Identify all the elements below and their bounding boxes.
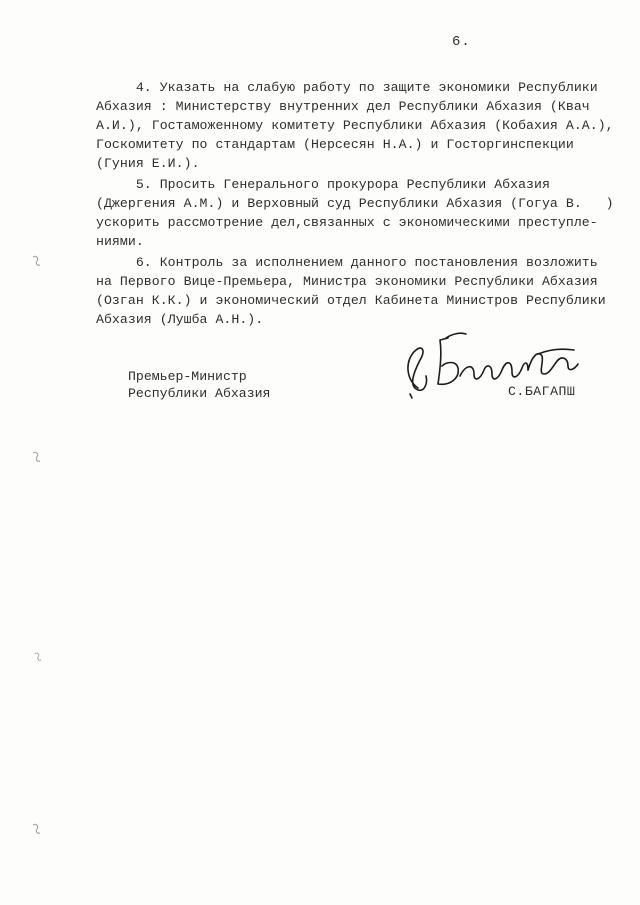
text-line: (Гуния Е.И.). bbox=[96, 156, 200, 171]
text-line: на Первого Вице-Премьера, Министра экономики Республики Абхазия bbox=[96, 274, 598, 289]
text-line: Абхазия : Министерству внутренних дел Республики Абхазия (Квач bbox=[96, 99, 590, 114]
signatory-title-line2: Республики Абхазия bbox=[128, 386, 271, 401]
signatory-name: С.БАГАПШ bbox=[508, 384, 576, 399]
signatory-title-line1: Премьер-Министр bbox=[128, 369, 247, 384]
punch-mark-icon bbox=[30, 450, 42, 464]
text-line: 5. Просить Генерального прокурора Республики Абхазия bbox=[96, 177, 550, 192]
text-line: 4. Указать на слабую работу по защите экономики Республики bbox=[96, 80, 598, 95]
text-line: 6. Контроль за исполнением данного постановления возложить bbox=[96, 255, 598, 270]
text-line: ниями. bbox=[96, 234, 144, 249]
punch-mark-icon bbox=[30, 822, 42, 836]
text-line: А.И.), Гостаможенному комитету Республики Абхазия (Кобахия А.А.), bbox=[96, 118, 614, 133]
paragraph-5 bbox=[96, 175, 616, 251]
text-line: Госкомитету по стандартам (Нерсесян Н.А.) и Госторгинспекции bbox=[96, 137, 574, 152]
signatory-title bbox=[128, 368, 270, 402]
text-line: (Озган К.К.) и экономический отдел Кабинета Министров Республики bbox=[96, 293, 606, 308]
text-line: (Джергения А.М.) и Верховный суд Республики Абхазия (Гогуа В. ) bbox=[96, 196, 614, 211]
punch-mark-icon bbox=[30, 254, 42, 268]
paragraph-4 bbox=[96, 78, 616, 173]
text-line: ускорить рассмотрение дел,связанных с экономическими преступле- bbox=[96, 215, 598, 230]
paragraph-6 bbox=[96, 253, 616, 329]
punch-mark-icon bbox=[32, 650, 44, 664]
text-line: Абхазия (Лушба А.Н.). bbox=[96, 312, 264, 327]
body-text bbox=[96, 78, 616, 329]
page-number: 6. bbox=[452, 34, 471, 50]
